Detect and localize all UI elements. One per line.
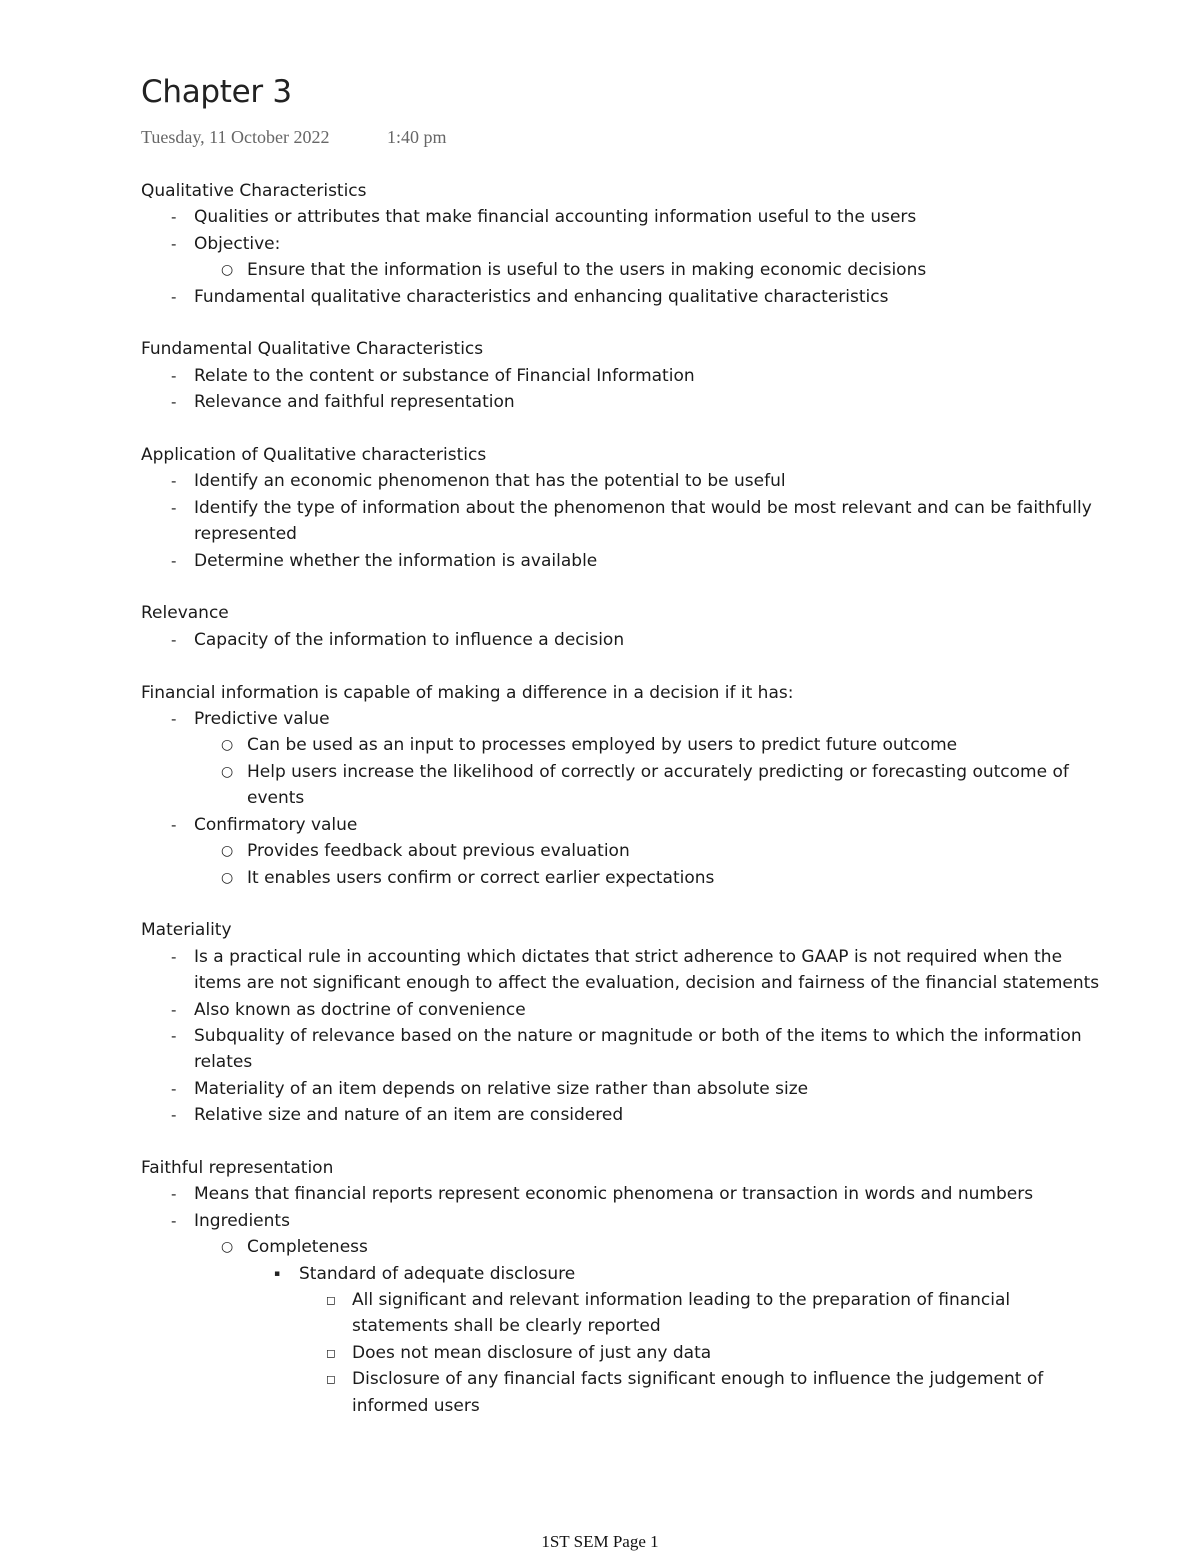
- list-item: - Confirmatory value: [141, 812, 1101, 838]
- list-item: ○ Completeness: [141, 1234, 1101, 1260]
- section-heading: Financial information is capable of making a difference in a decision if it has:: [141, 682, 794, 703]
- section-heading: Faithful representation: [141, 1157, 334, 1178]
- bullet-list: [141, 944, 1101, 1129]
- dash-bullet: -: [171, 366, 177, 385]
- dash-bullet: -: [171, 1185, 177, 1204]
- dash-bullet: -: [171, 1106, 177, 1125]
- dash-bullet: -: [171, 630, 177, 649]
- list-item: ◻ Does not mean disclosure of just any data: [141, 1340, 1101, 1366]
- dash-bullet: -: [171, 393, 177, 412]
- dash-bullet: -: [171, 472, 177, 491]
- circle-bullet: ○: [221, 1239, 234, 1256]
- circle-bullet: ○: [221, 843, 234, 860]
- list-item: - Means that financial reports represent economic phenomena or transaction in words and numbers: [141, 1181, 1101, 1207]
- box-bullet: ◻: [326, 1292, 336, 1307]
- bullet-list: [141, 1181, 1101, 1419]
- dash-bullet: -: [171, 498, 177, 517]
- dash-bullet: -: [171, 1211, 177, 1230]
- list-item: ○ Provides feedback about previous evaluation: [141, 838, 1101, 864]
- list-item: - Fundamental qualitative characteristics and enhancing qualitative characteristics: [141, 284, 1101, 310]
- bullet-list: [141, 363, 1101, 416]
- list-item: - Is a practical rule in accounting which dictates that strict adherence to GAAP is not required when the items are not significant enough to affect the evaluation, decision and fairness of the financial statements: [141, 944, 1101, 997]
- page-footer: 1ST SEM Page 1: [541, 1532, 659, 1551]
- page-meta: [141, 127, 447, 148]
- bullet-list: [141, 468, 1101, 574]
- list-item: ○ It enables users confirm or correct earlier expectations: [141, 865, 1101, 891]
- dash-bullet: -: [171, 234, 177, 253]
- list-item: - Subquality of relevance based on the nature or magnitude or both of the items to which the information relates: [141, 1023, 1101, 1076]
- list-item: - Relative size and nature of an item are considered: [141, 1102, 1101, 1128]
- box-bullet: ◻: [326, 1345, 336, 1360]
- circle-bullet: ○: [221, 262, 234, 279]
- dash-bullet: -: [171, 1079, 177, 1098]
- list-item: - Materiality of an item depends on relative size rather than absolute size: [141, 1076, 1101, 1102]
- list-item: ▪ Standard of adequate disclosure: [141, 1261, 1101, 1287]
- list-item: - Predictive value: [141, 706, 1101, 732]
- dash-bullet: -: [171, 815, 177, 834]
- square-bullet: ▪: [274, 1268, 281, 1279]
- dash-bullet: -: [171, 551, 177, 570]
- note-content: [141, 178, 1101, 1419]
- list-item: - Objective:: [141, 231, 1101, 257]
- list-item: - Relevance and faithful representation: [141, 389, 1101, 415]
- bullet-list: [141, 627, 1101, 653]
- dash-bullet: -: [171, 208, 177, 227]
- page-title: Chapter 3: [141, 74, 292, 110]
- list-item: - Identify the type of information about the phenomenon that would be most relevant and can be faithfully represented: [141, 495, 1101, 548]
- bullet-list: [141, 706, 1101, 891]
- list-item: - Also known as doctrine of convenience: [141, 997, 1101, 1023]
- list-item: - Determine whether the information is available: [141, 548, 1101, 574]
- section-heading: Application of Qualitative characteristics: [141, 445, 487, 466]
- section-heading: Qualitative Characteristics: [141, 181, 367, 201]
- dash-bullet: -: [171, 1026, 177, 1045]
- list-item: - Relate to the content or substance of Financial Information: [141, 363, 1101, 389]
- list-item: ○ Help users increase the likelihood of correctly or accurately predicting or forecasting outcome of events: [141, 759, 1101, 812]
- list-item: - Identify an economic phenomenon that has the potential to be useful: [141, 468, 1101, 494]
- circle-bullet: ○: [221, 869, 234, 886]
- page-time: 1:40 pm: [387, 127, 447, 147]
- list-item: - Qualities or attributes that make financial accounting information useful to the users: [141, 204, 1101, 230]
- dash-bullet: -: [171, 710, 177, 729]
- circle-bullet: ○: [221, 763, 234, 780]
- dash-bullet: -: [171, 1000, 177, 1019]
- dash-bullet: -: [171, 287, 177, 306]
- section-heading: Fundamental Qualitative Characteristics: [141, 339, 484, 360]
- list-item: ○ Ensure that the information is useful to the users in making economic decisions: [141, 257, 1101, 283]
- section-heading: Relevance: [141, 603, 229, 624]
- circle-bullet: ○: [221, 737, 234, 754]
- section-heading: Materiality: [141, 920, 232, 941]
- list-item: - Capacity of the information to influence a decision: [141, 627, 1101, 653]
- list-item: ○ Can be used as an input to processes employed by users to predict future outcome: [141, 732, 1101, 758]
- list-item: ◻ Disclosure of any financial facts significant enough to influence the judgement of informed users: [141, 1366, 1101, 1419]
- bullet-list: [141, 204, 1101, 310]
- box-bullet: ◻: [326, 1372, 336, 1387]
- page-date: Tuesday, 11 October 2022: [141, 127, 330, 147]
- dash-bullet: -: [171, 947, 177, 966]
- list-item: - Ingredients: [141, 1208, 1101, 1234]
- list-item: ◻ All significant and relevant information leading to the preparation of financial statements shall be clearly reported: [141, 1287, 1101, 1340]
